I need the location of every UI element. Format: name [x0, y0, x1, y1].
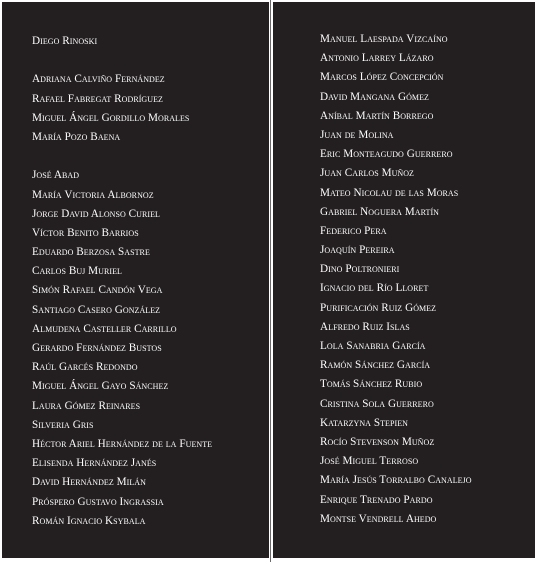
name-entry: Gerardo Fernández Bustos	[32, 342, 162, 354]
name-entry: Marcos López Concepción	[320, 71, 444, 84]
left-name-list	[32, 32, 212, 531]
name-entry: Simón Rafael Candón Vega	[32, 284, 163, 297]
right-name-list	[320, 30, 472, 529]
name-entry: Miguel Ángel Gayo Sánchez	[32, 380, 169, 393]
name-entry: Diego Rinoski	[32, 35, 98, 47]
name-entry: Gabriel Noguera Martín	[320, 205, 439, 218]
name-entry: María Pozo Baena	[32, 130, 121, 143]
name-entry: María Victoria Albornoz	[32, 188, 154, 201]
name-entry: Ignacio del Río Lloret	[320, 282, 429, 295]
name-entry: Antonio Larrey Lázaro	[320, 52, 434, 65]
name-entry: Manuel Laespada Vizcaíno	[320, 33, 448, 45]
name-entry: Mateo Nicolau de las Moras	[320, 186, 459, 199]
name-entry: Juan de Molina	[320, 128, 394, 141]
name-entry: Eric Monteagudo Guerrero	[320, 148, 453, 161]
name-entry: Adriana Calviño Fernández	[32, 73, 165, 86]
name-entry: Enrique Trenado Pardo	[320, 493, 433, 506]
name-entry: Héctor Ariel Hernández de la Fuente	[32, 437, 213, 450]
name-entry: Aníbal Martín Borrego	[320, 109, 434, 122]
name-entry: Eduardo Berzosa Sastre	[32, 246, 150, 259]
name-entry: Román Ignacio Ksybala	[32, 514, 146, 527]
name-entry: David Hernández Milán	[32, 476, 146, 489]
name-entry: Montse Vendrell Ahedo	[320, 512, 437, 525]
name-entry: Víctor Benito Barrios	[32, 226, 139, 239]
name-entry: Rocío Stevenson Muñoz	[320, 435, 435, 448]
name-entry: Raúl Garcés Redondo	[32, 361, 138, 374]
name-entry: Elisenda Hernández Janés	[32, 457, 157, 470]
name-entry: Alfredo Ruiz Islas	[320, 320, 410, 333]
name-entry: David Mangana Gómez	[320, 90, 429, 103]
name-entry: Joaquín Pereira	[320, 244, 395, 257]
name-entry: Jorge David Alonso Curiel	[32, 207, 160, 220]
name-entry: Purificación Ruiz Gómez	[320, 301, 437, 314]
name-entry: Juan Carlos Muñoz	[320, 167, 414, 180]
group-spacer	[32, 147, 212, 166]
name-entry: Laura Gómez Reinares	[32, 399, 141, 412]
name-entry: Dino Poltronieri	[320, 263, 400, 276]
name-entry: Ramón Sánchez García	[320, 359, 431, 372]
name-entry: Miguel Ángel Gordillo Morales	[32, 111, 190, 124]
name-entry: Próspero Gustavo Ingrassia	[32, 495, 164, 508]
name-entry: Federico Pera	[320, 224, 387, 237]
name-entry: Katarzyna Stepien	[320, 416, 408, 429]
name-entry: María Jesús Torralbo Canalejo	[320, 474, 472, 487]
name-entry: Carlos Buj Muriel	[32, 265, 122, 278]
name-entry: Tomás Sánchez Rubio	[320, 378, 423, 391]
name-entry: Rafael Fabregat Rodríguez	[32, 92, 163, 105]
name-entry: Silveria Gris	[32, 418, 94, 431]
name-entry: Almudena Casteller Carrillo	[32, 322, 177, 335]
name-entry: Cristina Sola Guerrero	[320, 397, 434, 410]
group-spacer	[32, 51, 212, 70]
name-entry: José Abad	[32, 169, 80, 182]
name-entry: Santiago Casero González	[32, 303, 161, 316]
name-entry: Lola Sanabria García	[320, 340, 426, 352]
name-entry: José Miguel Terroso	[320, 455, 419, 468]
